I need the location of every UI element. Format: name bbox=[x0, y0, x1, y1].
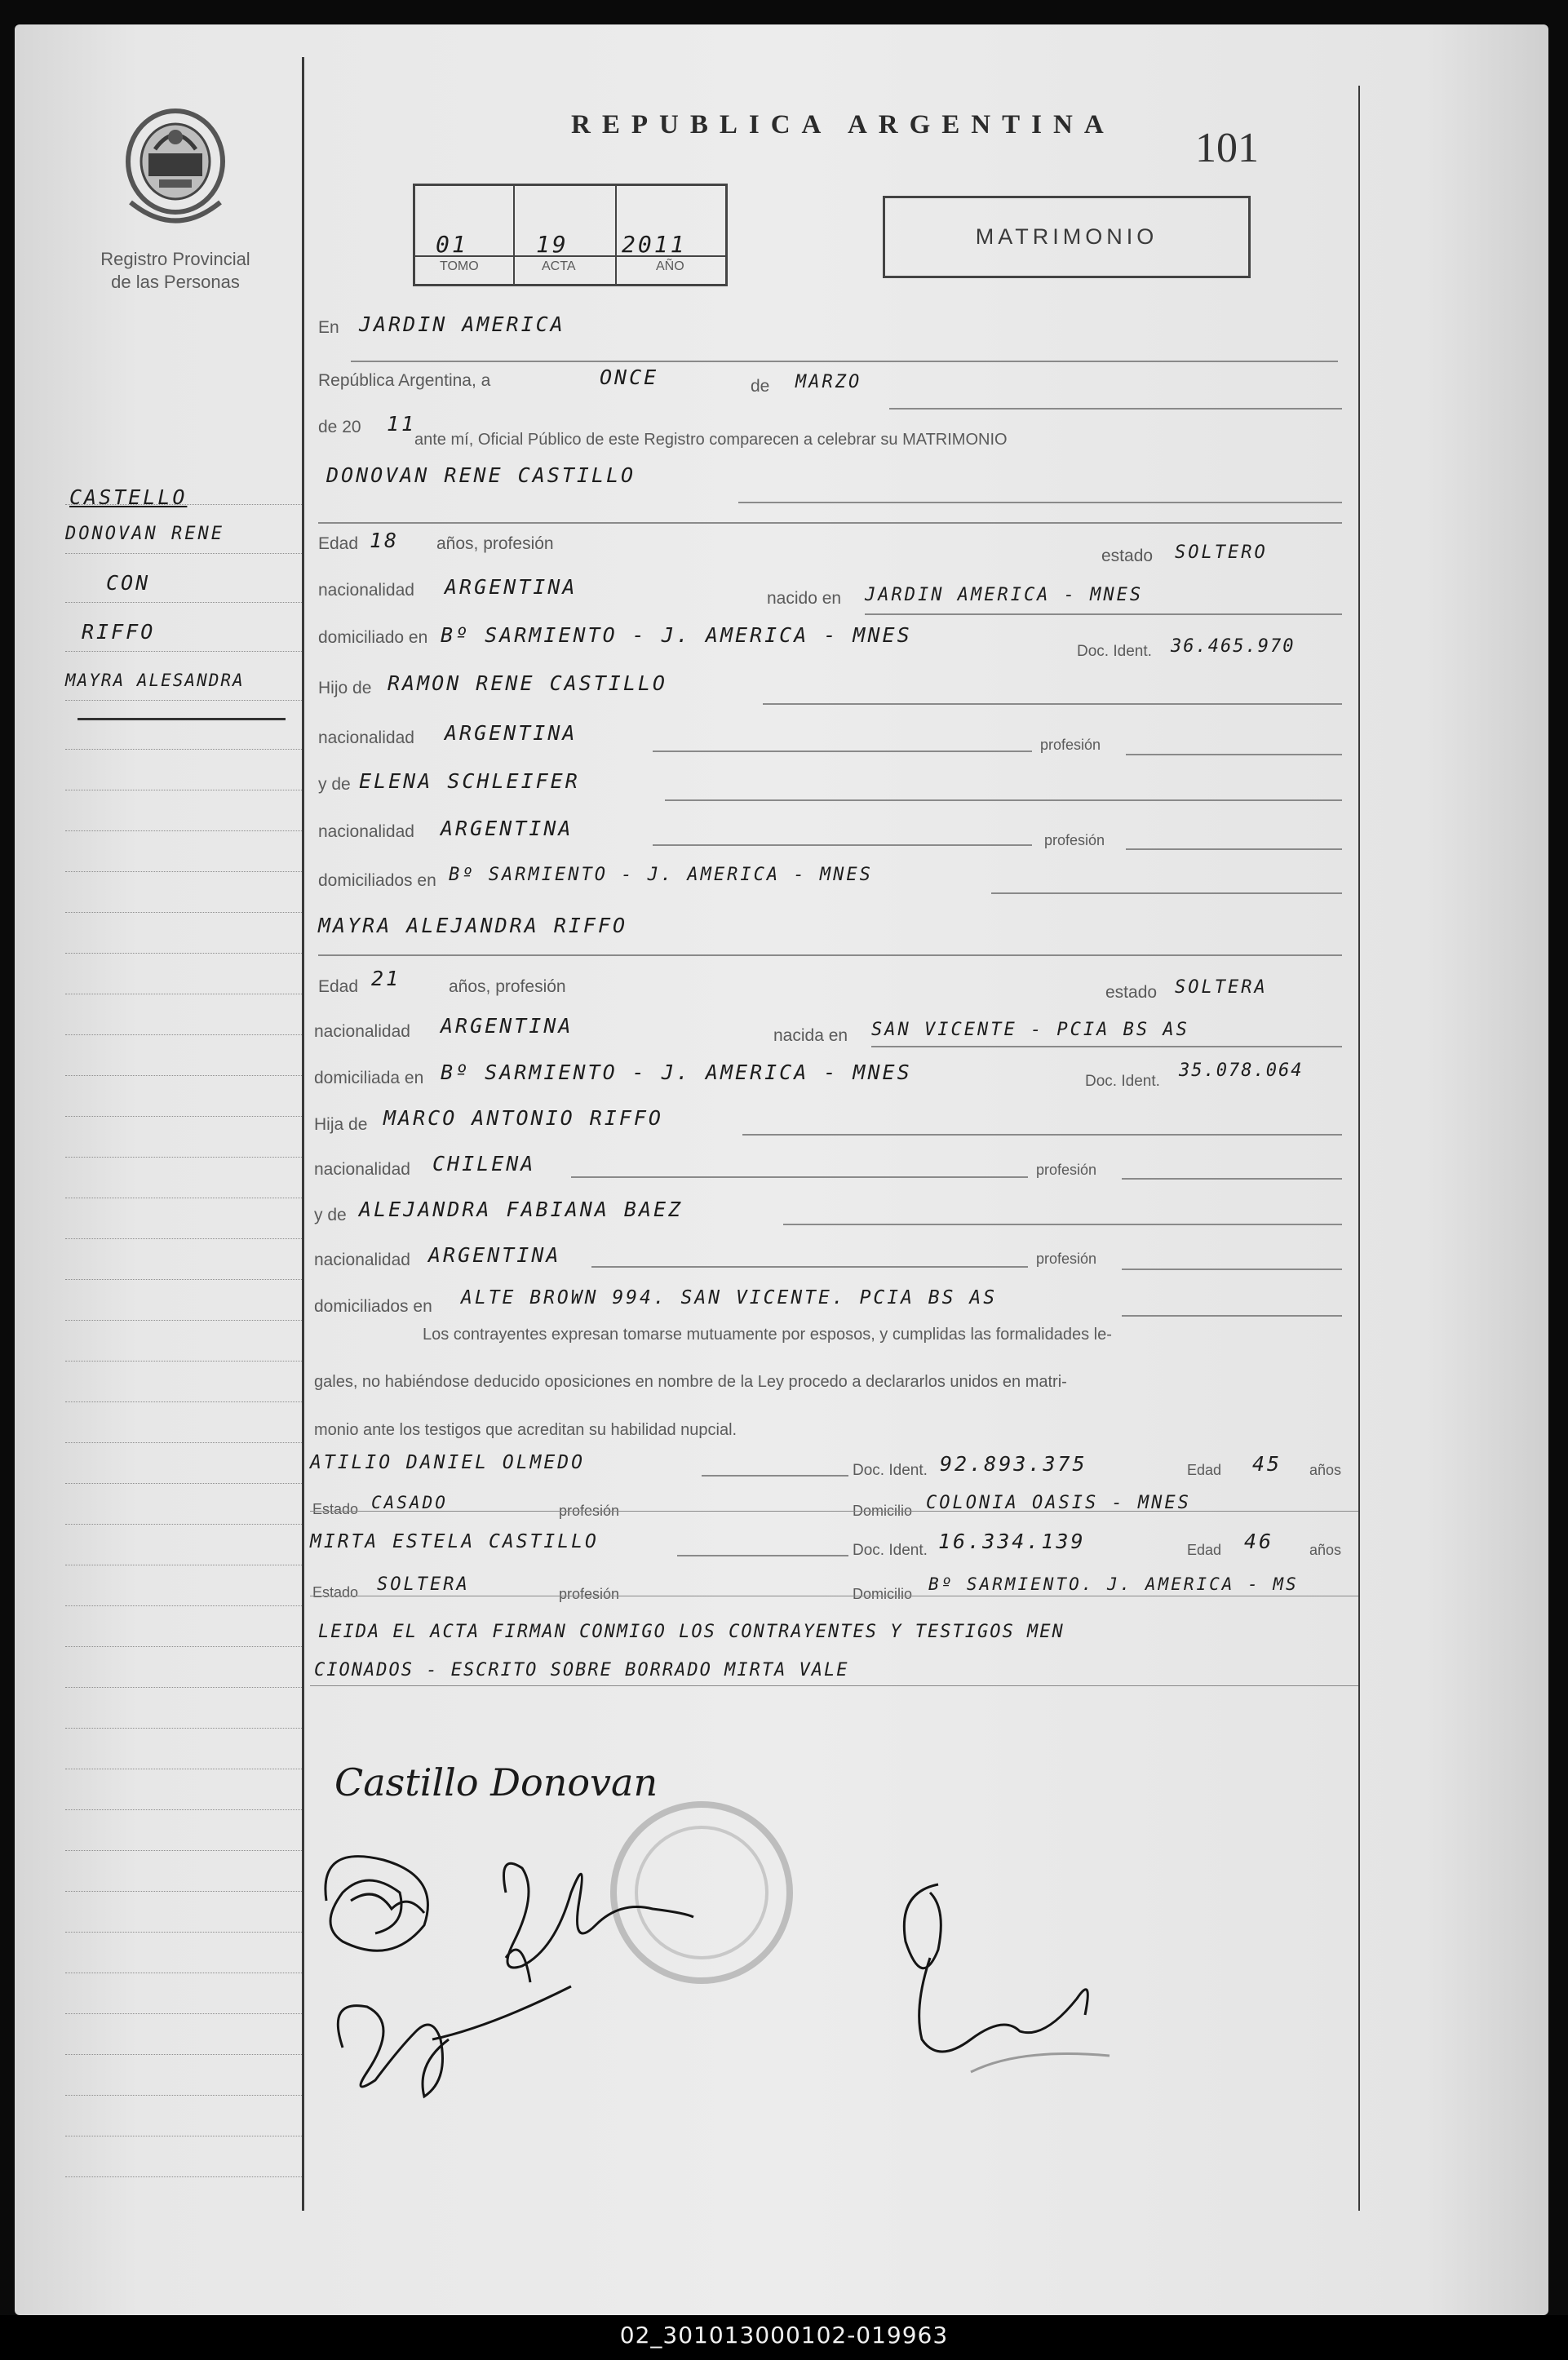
groom-signature: Castillo Donovan bbox=[334, 1760, 658, 1804]
month-value: MARZO bbox=[795, 372, 862, 392]
witness2-doc: 16.334.139 bbox=[938, 1530, 1086, 1553]
groom-doc: 36.465.970 bbox=[1171, 636, 1296, 657]
groom-full-name: DONOVAN RENE CASTILLO bbox=[326, 463, 636, 487]
closing-line2: CIONADOS - ESCRITO SOBRE BORRADO MIRTA VALE bbox=[314, 1660, 849, 1680]
groom-nacionalidad: ARGENTINA bbox=[445, 575, 578, 599]
groom-mother-prof-label: profesión bbox=[1044, 832, 1105, 848]
bride-nacionalidad: ARGENTINA bbox=[441, 1014, 574, 1038]
groom-mother-nac-label: nacionalidad bbox=[318, 822, 414, 841]
tomo-cell bbox=[415, 186, 515, 284]
ano-value: 2011 bbox=[622, 231, 687, 258]
bride-nacionalidad-label: nacionalidad bbox=[314, 1022, 410, 1041]
groom-nacionalidad-label: nacionalidad bbox=[318, 581, 414, 600]
tomo-label: TOMO bbox=[440, 259, 479, 273]
witness2-estado-label: Estado bbox=[312, 1584, 359, 1601]
registry-name-line2: de las Personas bbox=[111, 272, 240, 292]
bride-estado-label: estado bbox=[1105, 983, 1158, 1002]
bride-mother-prof-label: profesión bbox=[1036, 1251, 1097, 1267]
groom-mother: ELENA SCHLEIFER bbox=[359, 769, 580, 793]
groom-mother-nac: ARGENTINA bbox=[441, 817, 574, 840]
tomo-value: 01 bbox=[436, 231, 468, 258]
groom-domicilio: Bº SARMIENTO - J. AMERICA - MNES bbox=[441, 623, 912, 647]
margin-name-groom: DONOVAN RENE bbox=[65, 524, 224, 544]
witness2-estado: SOLTERA bbox=[377, 1574, 470, 1595]
groom-age: 18 bbox=[370, 529, 400, 552]
declaration-line1: Los contrayentes expresan tomarse mutuamente por esposos, y cumplidas las formalidades le- bbox=[423, 1326, 1112, 1344]
acta-label: ACTA bbox=[542, 259, 576, 273]
witness1-estado: CASADO bbox=[371, 1493, 448, 1512]
witness1-profesion-label: profesión bbox=[559, 1503, 620, 1519]
bride-edad-label: Edad bbox=[318, 977, 359, 996]
witness2-age: 46 bbox=[1244, 1530, 1274, 1553]
witness2-anos-label: años bbox=[1309, 1542, 1342, 1558]
bride-doc: 35.078.064 bbox=[1179, 1060, 1304, 1081]
witness1-domicilio: COLONIA OASIS - MNES bbox=[926, 1493, 1191, 1513]
witness1-name: ATILIO DANIEL OLMEDO bbox=[310, 1452, 585, 1473]
bride-parents-dom-label: domiciliados en bbox=[314, 1297, 432, 1316]
bride-age: 21 bbox=[371, 967, 401, 990]
groom-nacido-label: nacido en bbox=[767, 589, 842, 608]
groom-father-nac-label: nacionalidad bbox=[318, 728, 414, 747]
act-type-box bbox=[883, 196, 1251, 278]
bride-mother: ALEJANDRA FABIANA BAEZ bbox=[359, 1198, 684, 1221]
image-code: 02_301013000102-019963 bbox=[619, 2322, 949, 2349]
groom-father-nac: ARGENTINA bbox=[445, 721, 578, 745]
year-prefix: de 20 bbox=[318, 418, 361, 436]
bride-mother-nac-label: nacionalidad bbox=[314, 1251, 410, 1269]
groom-father-label: Hijo de bbox=[318, 679, 372, 697]
ano-label: AÑO bbox=[656, 259, 684, 273]
margin-surname-bride: RIFFO bbox=[82, 620, 156, 644]
acta-cell bbox=[513, 186, 617, 284]
bride-domicilio: Bº SARMIENTO - J. AMERICA - MNES bbox=[441, 1060, 912, 1084]
bride-estado: SOLTERA bbox=[1175, 977, 1268, 998]
folio-number: 101 bbox=[1195, 125, 1259, 171]
groom-estado: SOLTERO bbox=[1175, 542, 1268, 563]
acta-value: 19 bbox=[536, 231, 569, 258]
margin-underline bbox=[78, 718, 286, 720]
place-value: JARDIN AMERICA bbox=[359, 312, 565, 336]
witness2-name: MIRTA ESTELA CASTILLO bbox=[310, 1531, 599, 1552]
bride-father-nac-label: nacionalidad bbox=[314, 1160, 410, 1179]
witness1-age: 45 bbox=[1252, 1452, 1282, 1476]
republica-label: República Argentina, a bbox=[318, 371, 491, 390]
groom-father-prof-label: profesión bbox=[1040, 737, 1101, 753]
bride-mother-nac: ARGENTINA bbox=[428, 1243, 561, 1267]
witness2-edad-label: Edad bbox=[1187, 1542, 1222, 1558]
witness1-anos-label: años bbox=[1309, 1462, 1342, 1478]
bride-parents-dom: ALTE BROWN 994. SAN VICENTE. PCIA BS AS bbox=[461, 1287, 998, 1308]
right-border-line bbox=[1358, 86, 1360, 2211]
bride-domicilio-label: domiciliada en bbox=[314, 1069, 424, 1087]
margin-surname-groom: CASTELLO bbox=[69, 485, 188, 509]
witness1-edad-label: Edad bbox=[1187, 1462, 1222, 1478]
witness1-doc-label: Doc. Ident. bbox=[853, 1462, 928, 1479]
witness2-doc-label: Doc. Ident. bbox=[853, 1542, 928, 1559]
bride-father: MARCO ANTONIO RIFFO bbox=[383, 1106, 663, 1130]
closing-line1: LEIDA EL ACTA FIRMAN CONMIGO LOS CONTRAYENTES Y TESTIGOS MEN bbox=[318, 1622, 1065, 1642]
bride-father-prof-label: profesión bbox=[1036, 1162, 1097, 1178]
groom-mother-label: y de bbox=[318, 775, 351, 794]
groom-profesion-label: años, profesión bbox=[436, 534, 554, 553]
bride-father-label: Hija de bbox=[314, 1115, 368, 1134]
record-number-box bbox=[413, 184, 728, 286]
official-signature bbox=[881, 1876, 1142, 2088]
declaration-line3: monio ante los testigos que acreditan su habilidad nupcial. bbox=[314, 1421, 737, 1439]
witness2-domicilio: Bº SARMIENTO. J. AMERICA - MS bbox=[928, 1574, 1299, 1594]
declaration-line2: gales, no habiéndose deducido oposiciones en nombre de la Ley procedo a declararlos unidos en matri- bbox=[314, 1373, 1067, 1391]
witness2-profesion-label: profesión bbox=[559, 1586, 620, 1602]
groom-edad-label: Edad bbox=[318, 534, 359, 553]
bride-profesion-label: años, profesión bbox=[449, 977, 566, 996]
registry-emblem bbox=[114, 104, 237, 243]
act-type-label: MATRIMONIO bbox=[975, 224, 1158, 249]
signature-scribbles-left bbox=[310, 1835, 734, 2129]
groom-parents-dom: Bº SARMIENTO - J. AMERICA - MNES bbox=[449, 865, 873, 885]
groom-estado-label: estado bbox=[1101, 547, 1154, 565]
ano-cell bbox=[615, 186, 725, 284]
year-suffix: 11 bbox=[387, 412, 417, 436]
witness1-doc: 92.893.375 bbox=[940, 1452, 1087, 1476]
bride-full-name: MAYRA ALEJANDRA RIFFO bbox=[318, 914, 628, 937]
groom-domicilio-label: domiciliado en bbox=[318, 628, 428, 647]
margin-divider-line bbox=[302, 57, 304, 2211]
bride-mother-label: y de bbox=[314, 1206, 347, 1224]
day-value: ONCE bbox=[600, 365, 659, 389]
en-label: En bbox=[318, 318, 339, 337]
groom-father: RAMON RENE CASTILLO bbox=[388, 671, 667, 695]
month-de-label: de bbox=[751, 377, 770, 396]
witness1-estado-label: Estado bbox=[312, 1501, 359, 1517]
witness1-domicilio-label: Domicilio bbox=[853, 1503, 913, 1519]
margin-con: CON bbox=[106, 571, 151, 595]
witness2-domicilio-label: Domicilio bbox=[853, 1586, 913, 1602]
groom-birthplace: JARDIN AMERICA - MNES bbox=[865, 585, 1144, 605]
country-title: REPUBLICA ARGENTINA bbox=[571, 110, 1115, 139]
bride-nacida-label: nacida en bbox=[773, 1026, 848, 1045]
groom-parents-dom-label: domiciliados en bbox=[318, 871, 436, 890]
bride-father-nac: CHILENA bbox=[432, 1152, 536, 1176]
margin-name-bride: MAYRA ALESANDRA bbox=[65, 671, 245, 690]
registry-name-line1: Registro Provincial bbox=[100, 249, 250, 269]
groom-doc-label: Doc. Ident. bbox=[1077, 643, 1152, 660]
bride-birthplace: SAN VICENTE - PCIA BS AS bbox=[871, 1020, 1189, 1040]
bride-doc-label: Doc. Ident. bbox=[1085, 1073, 1160, 1090]
intro-text: ante mí, Oficial Público de este Registro comparecen a celebrar su MATRIMONIO bbox=[414, 431, 1008, 449]
